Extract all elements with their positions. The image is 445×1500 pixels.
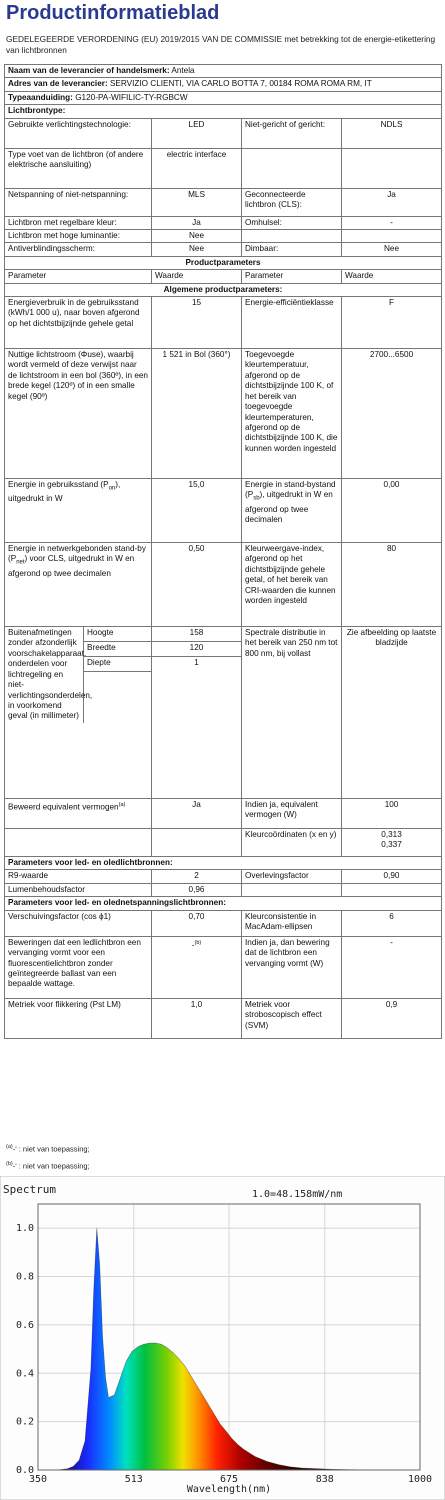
cct-label: Toegevoegde kleurtemperatuur, afgerond op de dichtstbijzijnde 100 K, of het bereik van toegevoegde kleurtemperaturen, afgerond op de dichtstbijzijnde 100 K, die kunnen worden ingesteld <box>242 349 342 479</box>
address-value: SERVIZIO CLIENTI, VIA CARLO BOTTA 7, 00184 ROMA ROMA RM, IT <box>109 79 372 89</box>
chrom-x: 0,313 <box>381 830 402 840</box>
table-row <box>5 216 442 229</box>
cri-label: Kleurweergave-index, afgerond op het dichtstbijzijnde gehele getal, of het bereik van CRI-waarden die kunnen worden ingesteld <box>242 543 342 627</box>
chrom-value <box>342 829 442 857</box>
sdcm-value: 6 <box>342 910 442 936</box>
table-row <box>5 936 442 998</box>
model-cell <box>5 91 442 104</box>
nondir-value: NDLS <box>342 118 442 148</box>
y-tick-label: 0.8 <box>15 1271 34 1283</box>
equiv-value: Ja <box>152 799 242 829</box>
supplier-label: Naam van de leverancier of handelsmerk: <box>8 66 170 75</box>
footnote-b-mark: (b) <box>6 1160 13 1167</box>
value-col-header: Waarde <box>152 270 242 283</box>
table-row <box>5 883 442 896</box>
product-params-row <box>5 256 442 269</box>
table-row <box>5 243 442 256</box>
width-value: 120 <box>152 642 241 657</box>
sdcm-label: Kleurconsistentie in MacAdam-ellipsen <box>242 910 342 936</box>
table-row <box>5 118 442 148</box>
height-value: 158 <box>152 627 241 642</box>
address-row <box>5 78 442 91</box>
energy-label: Energieverbruik in de gebruiksstand (kWh/1 000 u), naar boven afgerond op het dichtstbijzijnde gehele getal <box>5 297 152 349</box>
table-row <box>5 829 442 857</box>
anti-value: Nee <box>152 243 242 256</box>
value-col-header: Waarde <box>342 270 442 283</box>
footnote-b <box>6 1157 90 1174</box>
dims-label: Buitenafmetingen zonder afzonderlijk voorschakelapparaat, onderdelen voor lichtregeling en niet-verlichtingsonderdelen, in voorkomend geval (in millimeter) <box>5 627 84 723</box>
cls-label: Geconnecteerde lichtbron (CLS): <box>242 188 342 216</box>
pon-sub: on <box>108 485 116 492</box>
led-heading-row <box>5 857 442 870</box>
cri-value: 80 <box>342 543 442 627</box>
y-tick-label: 1.0 <box>15 1223 34 1235</box>
empty-cell <box>242 230 342 243</box>
y-tick-label: 0.4 <box>15 1368 34 1380</box>
cfl-w-label: Indien ja, dan bewering dat de lichtbron een vervanging vormt (W) <box>242 936 342 998</box>
address-cell <box>5 78 442 91</box>
table-row <box>5 148 442 188</box>
product-params-heading: Productparameters <box>5 256 442 269</box>
supplier-row <box>5 65 442 78</box>
pnet-label <box>5 543 152 627</box>
cfl-label: Beweringen dat een ledlichtbron een vervanging vormt voor een fluorescentielichtbron zonder geïntegreerde ballast van een bepaalde wattage. <box>5 936 152 998</box>
psb-label-b: ), uitgedrukt in W en afgerond op twee decimalen <box>245 490 333 524</box>
lm-value: 0,96 <box>152 883 242 896</box>
tech-value: LED <box>152 118 242 148</box>
nondir-label: Niet-gericht of gericht: <box>242 118 342 148</box>
chart-title: Spectrum <box>3 1183 56 1196</box>
empty-cell <box>342 148 442 188</box>
envelope-value: - <box>342 216 442 229</box>
empty-cell <box>342 230 442 243</box>
table-row <box>5 543 442 627</box>
hl-value: Nee <box>152 230 242 243</box>
depth-label: Diepte <box>84 657 151 672</box>
cfl-value-cell <box>152 936 242 998</box>
psb-sub: sb <box>253 496 260 503</box>
address-label: Adres van de leverancier: <box>8 79 108 89</box>
pf-value: 0,70 <box>152 910 242 936</box>
dim-label: Dimbaar: <box>242 243 342 256</box>
flux-value: 1 521 in Bol (360°) <box>152 349 242 479</box>
flux-label: Nuttige lichtstroom (Φuse), waarbij wordt vermeld of deze verwijst naar de lichtstroom in een bol (360º), in een brede kegel (120º) of in een smalle kegel (90º) <box>5 349 152 479</box>
surv-label: Overlevingsfactor <box>242 870 342 883</box>
equiv-w-value: 100 <box>342 799 442 829</box>
light-source-type-heading: Lichtbrontype: <box>5 105 442 118</box>
product-info-table <box>4 64 442 1039</box>
model-value: G120-PA-WIFILIC-TY-RGBCW <box>75 92 188 102</box>
psb-label-a: Energie in stand-bystand (P <box>245 480 336 500</box>
page-subtitle: GEDELEGEERDE VERORDENING (EU) 2019/2015 VAN DE COMMISSIE met betrekking tot de energie-etikettering van lichtbronnen <box>6 34 436 55</box>
spd-label: Spectrale distributie in het bereik van 250 nm tot 800 nm, bij vollast <box>242 627 342 799</box>
anti-label: Antiverblindingsscherm: <box>5 243 152 256</box>
page-title: Productinformatieblad <box>6 2 220 24</box>
table-row <box>5 230 442 243</box>
equiv-label <box>5 799 152 829</box>
param-col-header: Parameter <box>242 270 342 283</box>
table-row <box>5 349 442 479</box>
eclass-label: Energie-efficiëntieklasse <box>242 297 342 349</box>
psb-label <box>242 479 342 543</box>
color-value: Ja <box>152 216 242 229</box>
model-label: Typeaanduiding: <box>8 92 73 102</box>
flicker-value: 1,0 <box>152 998 242 1038</box>
empty-cell <box>5 829 152 857</box>
pon-label <box>5 479 152 543</box>
mains-heading-row <box>5 897 442 910</box>
table-row <box>5 998 442 1038</box>
spectrum-chart <box>0 1176 445 1500</box>
table-row <box>5 799 442 829</box>
led-heading: Parameters voor led- en oledlichtbronnen: <box>5 857 442 870</box>
svm-value: 0,9 <box>342 998 442 1038</box>
table-row <box>5 627 442 799</box>
equiv-sup: (a) <box>118 802 126 809</box>
footnote-b-text: -' : niet van toepassing; <box>12 1161 90 1170</box>
footnotes <box>6 1140 90 1173</box>
pon-label-b: ), uitgedrukt in W <box>8 480 121 504</box>
svm-label: Metriek voor stroboscopisch effect (SVM) <box>242 998 342 1038</box>
empty-cell <box>342 883 442 896</box>
general-heading: Algemene productparameters: <box>5 283 442 296</box>
chrom-label: Kleurcoördinaten (x en y) <box>242 829 342 857</box>
pon-value: 15,0 <box>152 479 242 543</box>
equiv-w-label: Indien ja, equivalent vermogen (W) <box>242 799 342 829</box>
cfl-value: - <box>191 940 195 950</box>
general-heading-row <box>5 283 442 296</box>
model-row <box>5 91 442 104</box>
dims-values-cell <box>152 627 242 799</box>
y-tick-label: 0.2 <box>15 1416 34 1428</box>
footnote-a-mark: (a) <box>6 1144 13 1150</box>
pnet-sub: net <box>16 560 25 567</box>
column-header-row <box>5 270 442 283</box>
supplier-value: Antela <box>171 66 195 75</box>
cap-label: Type voet van de lichtbron (of andere elektrische aansluiting) <box>5 148 152 188</box>
envelope-label: Omhulsel: <box>242 216 342 229</box>
cfl-w-value: - <box>342 936 442 998</box>
x-axis-label: Wavelength(nm) <box>186 1484 272 1495</box>
cct-value: 2700...6500 <box>342 349 442 479</box>
spd-value: Zie afbeelding op laatste bladzijde <box>342 627 442 799</box>
light-source-type-row <box>5 105 442 118</box>
height-label: Hoogte <box>84 627 151 642</box>
x-tick-label: 1000 <box>407 1474 433 1485</box>
energy-value: 15 <box>152 297 242 349</box>
cls-value: Ja <box>342 188 442 216</box>
lm-label: Lumenbehoudsfactor <box>5 883 152 896</box>
eclass-value: F <box>342 297 442 349</box>
equiv-label-text: Beweerd equivalent vermogen <box>8 802 119 812</box>
footnote-a <box>6 1140 90 1157</box>
y-tick-label: 0.0 <box>15 1465 34 1476</box>
dims-sub-labels <box>84 627 151 723</box>
chrom-y: 0,337 <box>381 840 402 850</box>
flicker-label: Metriek voor flikkering (Pst LM) <box>5 998 152 1038</box>
empty-cell <box>242 148 342 188</box>
dim-value: Nee <box>342 243 442 256</box>
depth-value: 1 <box>194 658 199 668</box>
dims-cell <box>5 627 152 799</box>
supplier-cell <box>5 65 442 78</box>
pon-label-a: Energie in gebruiksstand (P <box>8 480 109 490</box>
pnet-value: 0,50 <box>152 543 242 627</box>
x-tick-label: 838 <box>315 1474 334 1485</box>
x-tick-label: 675 <box>219 1474 239 1485</box>
table-row <box>5 910 442 936</box>
table-row <box>5 479 442 543</box>
mains-heading: Parameters voor led- en olednetspanningslichtbronnen: <box>5 897 442 910</box>
cfl-sup: (b) <box>194 939 202 946</box>
table-row <box>5 188 442 216</box>
chart-annotation: 1.0=48.158mW/nm <box>252 1189 343 1200</box>
r9-label: R9-waarde <box>5 870 152 883</box>
x-tick-label: 350 <box>28 1474 48 1485</box>
y-tick-label: 0.6 <box>15 1319 34 1331</box>
pnet-label-b: ) voor CLS, uitgedrukt in W en afgerond op twee decimalen <box>8 554 135 578</box>
r9-value: 2 <box>152 870 242 883</box>
param-col-header: Parameter <box>5 270 152 283</box>
x-tick-label: 513 <box>124 1474 143 1485</box>
psb-value: 0,00 <box>342 479 442 543</box>
pnet-label-a: Energie in netwerkgebonden stand-by (P <box>8 544 146 564</box>
pf-label: Verschuivingsfactor (cos ϕ1) <box>5 910 152 936</box>
table-row <box>5 297 442 349</box>
mains-label: Netspanning of niet-netspanning: <box>5 188 152 216</box>
table-row <box>5 870 442 883</box>
empty-cell <box>152 829 242 857</box>
color-label: Lichtbron met regelbare kleur: <box>5 216 152 229</box>
cap-value: electric interface <box>152 148 242 188</box>
tech-label: Gebruikte verlichtingstechnologie: <box>5 118 152 148</box>
hl-label: Lichtbron met hoge luminantie: <box>5 230 152 243</box>
empty-cell <box>242 883 342 896</box>
width-label: Breedte <box>84 642 151 657</box>
footnote-a-text: -' : niet van toepassing; <box>12 1144 90 1154</box>
mains-value: MLS <box>152 188 242 216</box>
surv-value: 0,90 <box>342 870 442 883</box>
